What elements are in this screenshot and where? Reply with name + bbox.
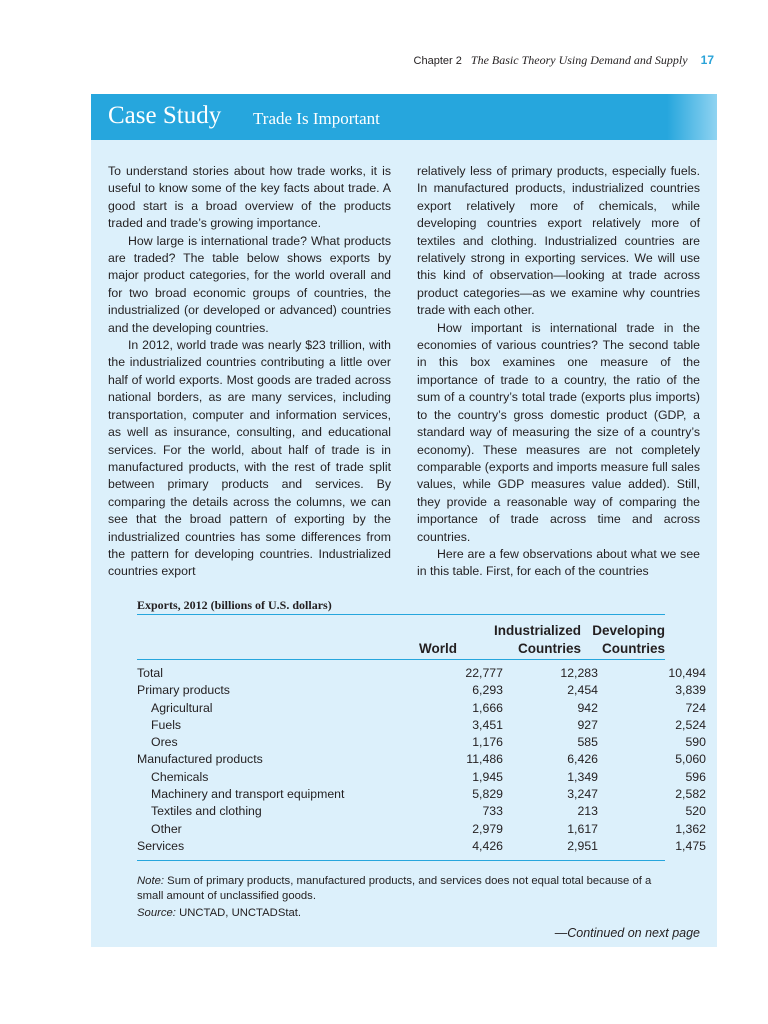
case-study-panel bbox=[91, 94, 717, 947]
case-study-title: Trade Is Important bbox=[253, 109, 380, 128]
cell-developing: 5,060 bbox=[675, 752, 706, 767]
row-label: Other bbox=[151, 821, 182, 836]
paragraph: How large is international trade? What products are traded? The table below shows exports by major product categories, for the world overall and for two broad economic groups of countries, the industrialized (or developed or advanced) countries and the developing countries. bbox=[108, 233, 391, 335]
cell-developing: 2,524 bbox=[675, 717, 706, 732]
cell-world: 1,945 bbox=[472, 769, 503, 784]
table-row bbox=[137, 751, 706, 768]
cell-developing: 596 bbox=[685, 769, 706, 784]
cell-industrialized: 1,349 bbox=[567, 769, 598, 784]
row-label: Primary products bbox=[137, 683, 230, 698]
paragraph: To understand stories about how trade works, it is useful to know some of the key facts about trade. A good start is a broad overview of the products traded and trade’s growing importance. bbox=[108, 164, 391, 231]
table-row bbox=[137, 769, 706, 786]
cell-world: 3,451 bbox=[472, 717, 503, 732]
cell-industrialized: 2,951 bbox=[567, 838, 598, 853]
header-industrialized: Industrialized Countries bbox=[493, 623, 581, 656]
row-label: Agricultural bbox=[151, 700, 213, 715]
table-title: Exports, 2012 (billions of U.S. dollars) bbox=[137, 598, 332, 612]
cell-industrialized: 2,454 bbox=[567, 683, 598, 698]
cell-developing: 590 bbox=[685, 735, 706, 750]
row-label: Services bbox=[137, 838, 185, 853]
cell-world: 6,293 bbox=[472, 683, 503, 698]
cell-developing: 2,582 bbox=[675, 787, 706, 802]
paragraph: In 2012, world trade was nearly $23 trillion, with the industrialized countries contributing a little over half of world exports. Most goods are traded across national borders, as are many services, including transportation, computer and information services, as well as insurance, consulting, and educational services. For the world, about half of trade is in manufactured products, with the rest of trade split between primary products and services. By comparing the details across the columns, we can see that the broad pattern of exporting by the industrialized countries has some differences from the pattern for developing countries. Industrialized countries export bbox=[108, 338, 391, 579]
right-column bbox=[417, 163, 700, 581]
cell-industrialized: 12,283 bbox=[560, 666, 598, 680]
cell-industrialized: 3,247 bbox=[567, 787, 598, 802]
page-number: 17 bbox=[700, 53, 714, 67]
table-row bbox=[137, 700, 706, 717]
table-row bbox=[137, 734, 706, 751]
cell-developing: 520 bbox=[685, 804, 706, 819]
cell-developing: 724 bbox=[685, 700, 706, 715]
left-column bbox=[108, 163, 391, 581]
cell-industrialized: 6,426 bbox=[567, 752, 598, 767]
table-source: Source: UNCTAD, UNCTADStat. bbox=[137, 907, 302, 919]
cell-world: 22,777 bbox=[465, 666, 503, 680]
cell-world: 5,829 bbox=[472, 787, 503, 802]
table-row bbox=[137, 717, 706, 734]
row-label: Ores bbox=[151, 735, 178, 750]
cell-industrialized: 942 bbox=[577, 700, 598, 715]
running-head bbox=[0, 53, 714, 68]
cell-world: 11,486 bbox=[466, 752, 503, 767]
chapter-title: The Basic Theory Using Demand and Supply bbox=[470, 53, 688, 67]
cell-world: 2,979 bbox=[472, 821, 503, 836]
table-row bbox=[137, 803, 706, 820]
table-row bbox=[137, 665, 706, 682]
table-row bbox=[137, 682, 706, 699]
row-label: Manufactured products bbox=[137, 752, 263, 767]
cell-world: 1,666 bbox=[472, 700, 503, 715]
case-study-banner bbox=[91, 94, 717, 140]
cell-developing: 1,362 bbox=[675, 821, 706, 836]
cell-world: 1,176 bbox=[472, 735, 503, 750]
paragraph: Here are a few observations about what we see in this table. First, for each of the countries bbox=[417, 546, 700, 579]
cell-developing: 10,494 bbox=[668, 666, 706, 680]
cell-world: 4,426 bbox=[472, 838, 503, 853]
banner-fade bbox=[667, 94, 717, 140]
header-developing: Developing Countries bbox=[592, 623, 665, 656]
cell-industrialized: 213 bbox=[577, 804, 598, 819]
header-world: World bbox=[419, 641, 457, 656]
row-label: Total bbox=[137, 666, 163, 680]
table-rule-top bbox=[137, 614, 665, 615]
continued-note: —Continued on next page bbox=[554, 926, 700, 940]
row-label: Chemicals bbox=[151, 769, 209, 784]
table-rule-bottom bbox=[137, 860, 665, 861]
chapter-label: Chapter 2 bbox=[413, 55, 462, 67]
row-label: Textiles and clothing bbox=[151, 804, 262, 819]
cell-developing: 3,839 bbox=[675, 683, 706, 698]
table-note: Note: Sum of primary products, manufactured products, and services does not equal total because of a small amount of unclassified goods. bbox=[137, 875, 652, 902]
cell-developing: 1,475 bbox=[675, 838, 706, 853]
table-rule-header bbox=[137, 659, 665, 660]
row-label: Fuels bbox=[151, 717, 182, 732]
cell-industrialized: 1,617 bbox=[567, 821, 598, 836]
table-row bbox=[137, 786, 706, 803]
row-label: Machinery and transport equipment bbox=[151, 787, 345, 802]
table-body bbox=[137, 665, 706, 855]
table-row bbox=[137, 821, 706, 838]
cell-industrialized: 927 bbox=[577, 717, 598, 732]
paragraph: How important is international trade in the economies of various countries? The second table in this box examines one measure of the importance of trade to a country, the ratio of the sum of a country’s total trade (exports plus imports) to the country’s gross domestic product (GDP, a standard way of measuring the size of a country’s economy). These measures are not completely comparable (exports and imports measure full sales values, while GDP measures value added). Still, they provide a reasonable way of comparing the importance of trade across time and across countries. bbox=[417, 320, 700, 544]
table-row bbox=[137, 838, 706, 855]
paragraph: relatively less of primary products, especially fuels. In manufactured products, industrialized countries export relatively more of chemicals, while developing countries export relatively more of textiles and clothing. Industrialized countries are relatively strong in exporting services. We will use this kind of observation—looking at trade across product categories—as we examine why countries trade with each other. bbox=[417, 164, 700, 318]
case-study-label: Case Study bbox=[108, 102, 222, 129]
cell-world: 733 bbox=[482, 804, 503, 819]
cell-industrialized: 585 bbox=[577, 735, 598, 750]
